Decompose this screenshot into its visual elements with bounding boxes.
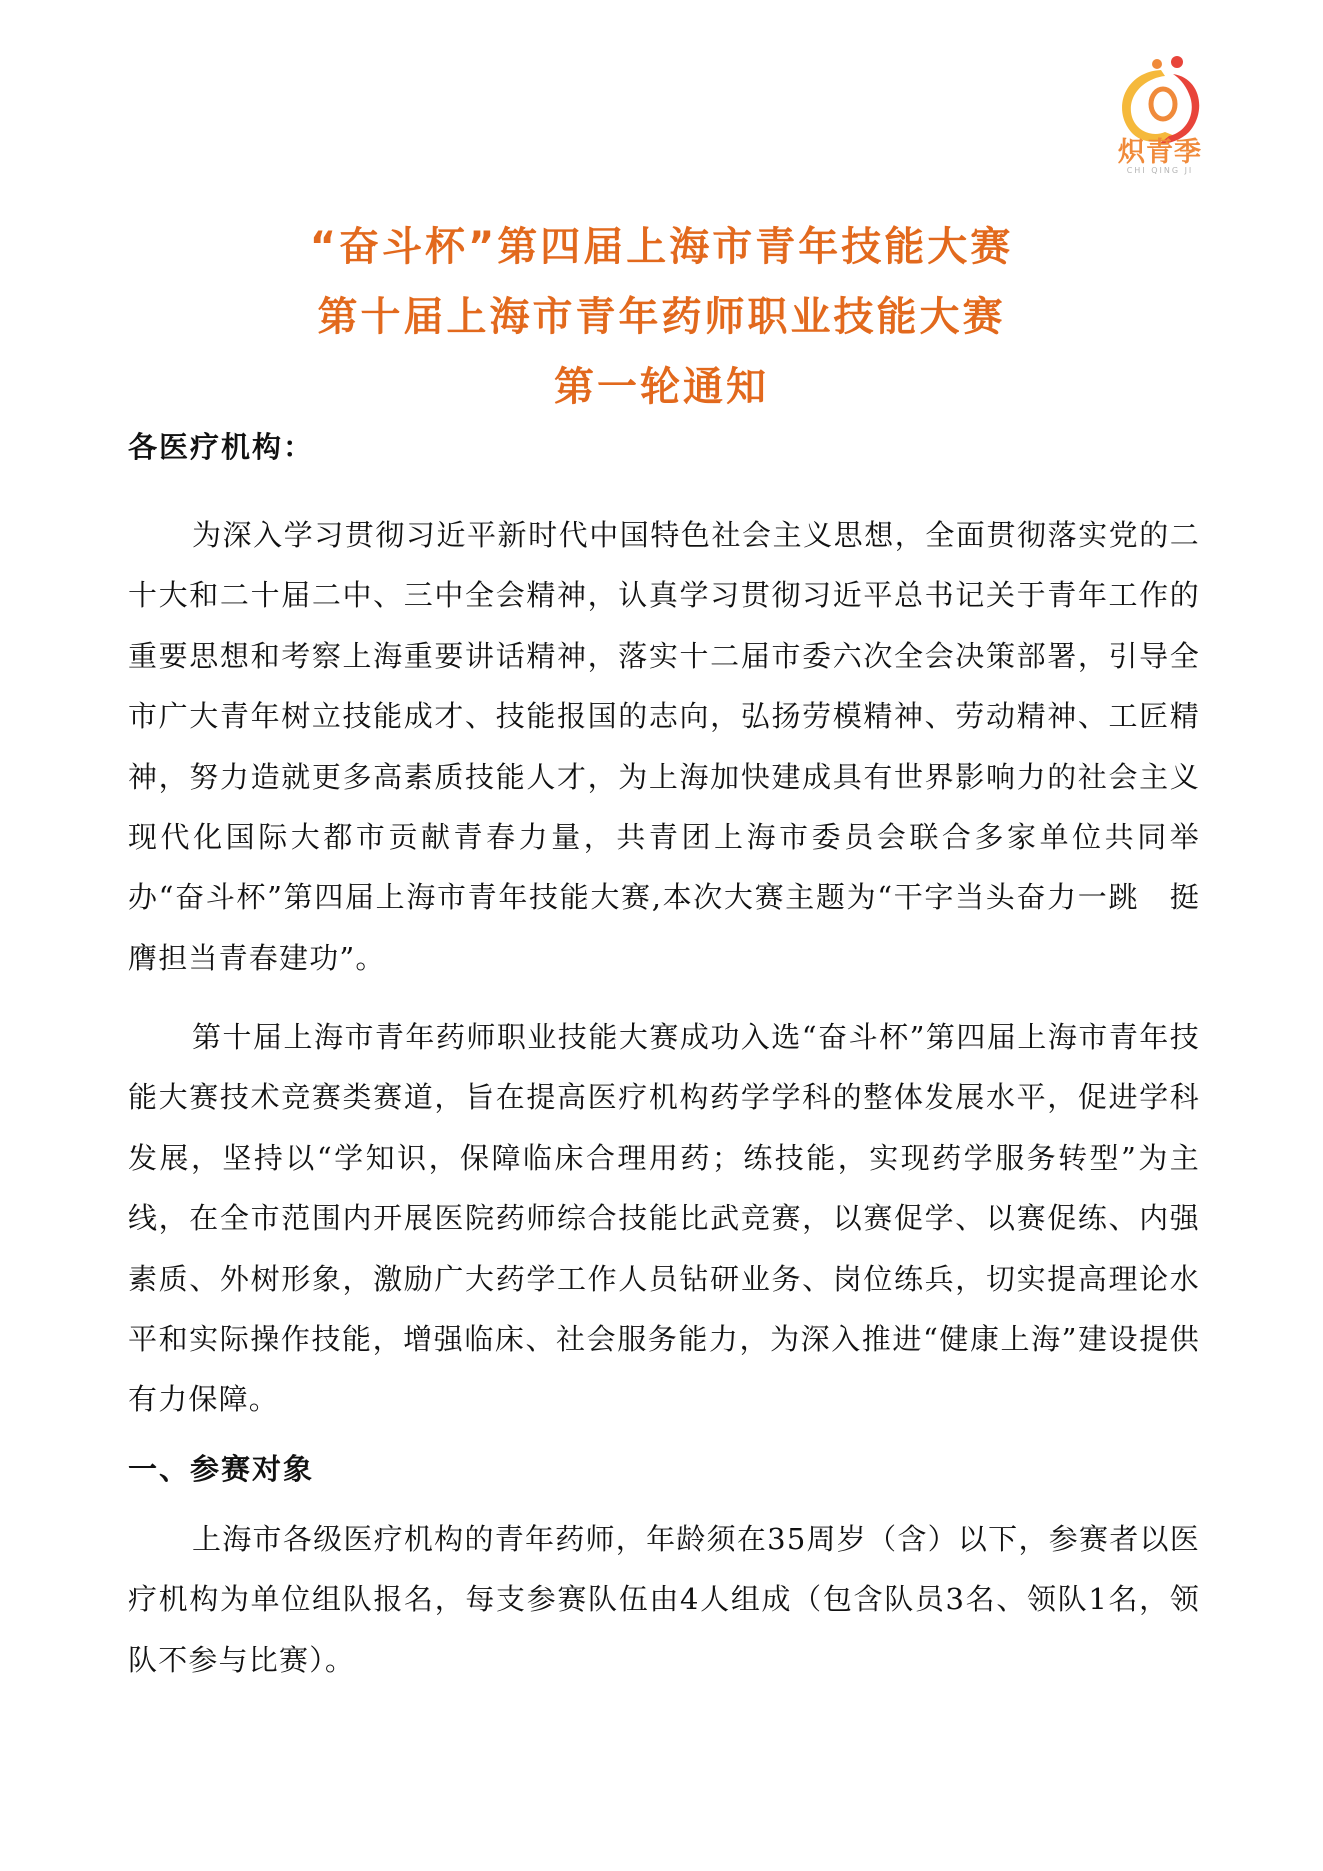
section-heading-participants: 一、参赛对象 bbox=[128, 1452, 315, 1486]
logo-wordmark: 炽青季 bbox=[1118, 137, 1202, 168]
title-line-3: 第一轮通知 bbox=[554, 364, 769, 410]
logo-ring bbox=[1151, 89, 1175, 119]
salutation: 各医疗机构： bbox=[128, 430, 315, 464]
logo-pinyin: CHI QING JI bbox=[1126, 166, 1194, 175]
paragraph-intro: 为深入学习贯彻习近平新时代中国特色社会主义思想，全面贯彻落实党的二十大和二十届二中、三中全会精神，认真学习贯彻习近平总书记关于青年工作的重要思想和考察上海重要讲话精神，落实十二届市委六次全会决策部署，引导全市广大青年树立技能成才、技能报国的志向，弘扬劳模精神、劳动精神、工匠精神，努力造就更多高素质技能人才，为上海加快建成具有世界影响力的社会主义现代化国际大都市贡献青春力量，共青团上海市委员会联合多家单位共同举办“奋斗杯”第四届上海市青年技能大赛,本次大赛主题为“干字当头奋力一跳 挺膺担当青春建功”。 bbox=[128, 518, 1200, 975]
logo-dot-left bbox=[1152, 59, 1162, 69]
paragraph-participants: 上海市各级医疗机构的青年药师，年龄须在35周岁（含）以下，参赛者以医疗机构为单位组队报名，每支参赛队伍由4人组成（包含队员3名、领队1名，领队不参与比赛）。 bbox=[128, 1522, 1200, 1677]
logo-dot-right bbox=[1171, 56, 1183, 68]
title-line-2: 第十届上海市青年药师职业技能大赛 bbox=[317, 294, 1006, 340]
title-line-1: “奋斗杯”第四届上海市青年技能大赛 bbox=[309, 224, 1014, 270]
paragraph-purpose: 第十届上海市青年药师职业技能大赛成功入选“奋斗杯”第四届上海市青年技能大赛技术竞赛类赛道，旨在提高医疗机构药学学科的整体发展水平，促进学科发展，坚持以“学知识，保障临床合理用药；练技能，实现药学服务转型”为主线，在全市范围内开展医院药师综合技能比武竞赛，以赛促学、以赛促练、内强素质、外树形象，激励广大药学工作人员钻研业务、岗位练兵，切实提高理论水平和实际操作技能，增强临床、社会服务能力，为深入推进“健康上海”建设提供有力保障。 bbox=[128, 1020, 1200, 1417]
